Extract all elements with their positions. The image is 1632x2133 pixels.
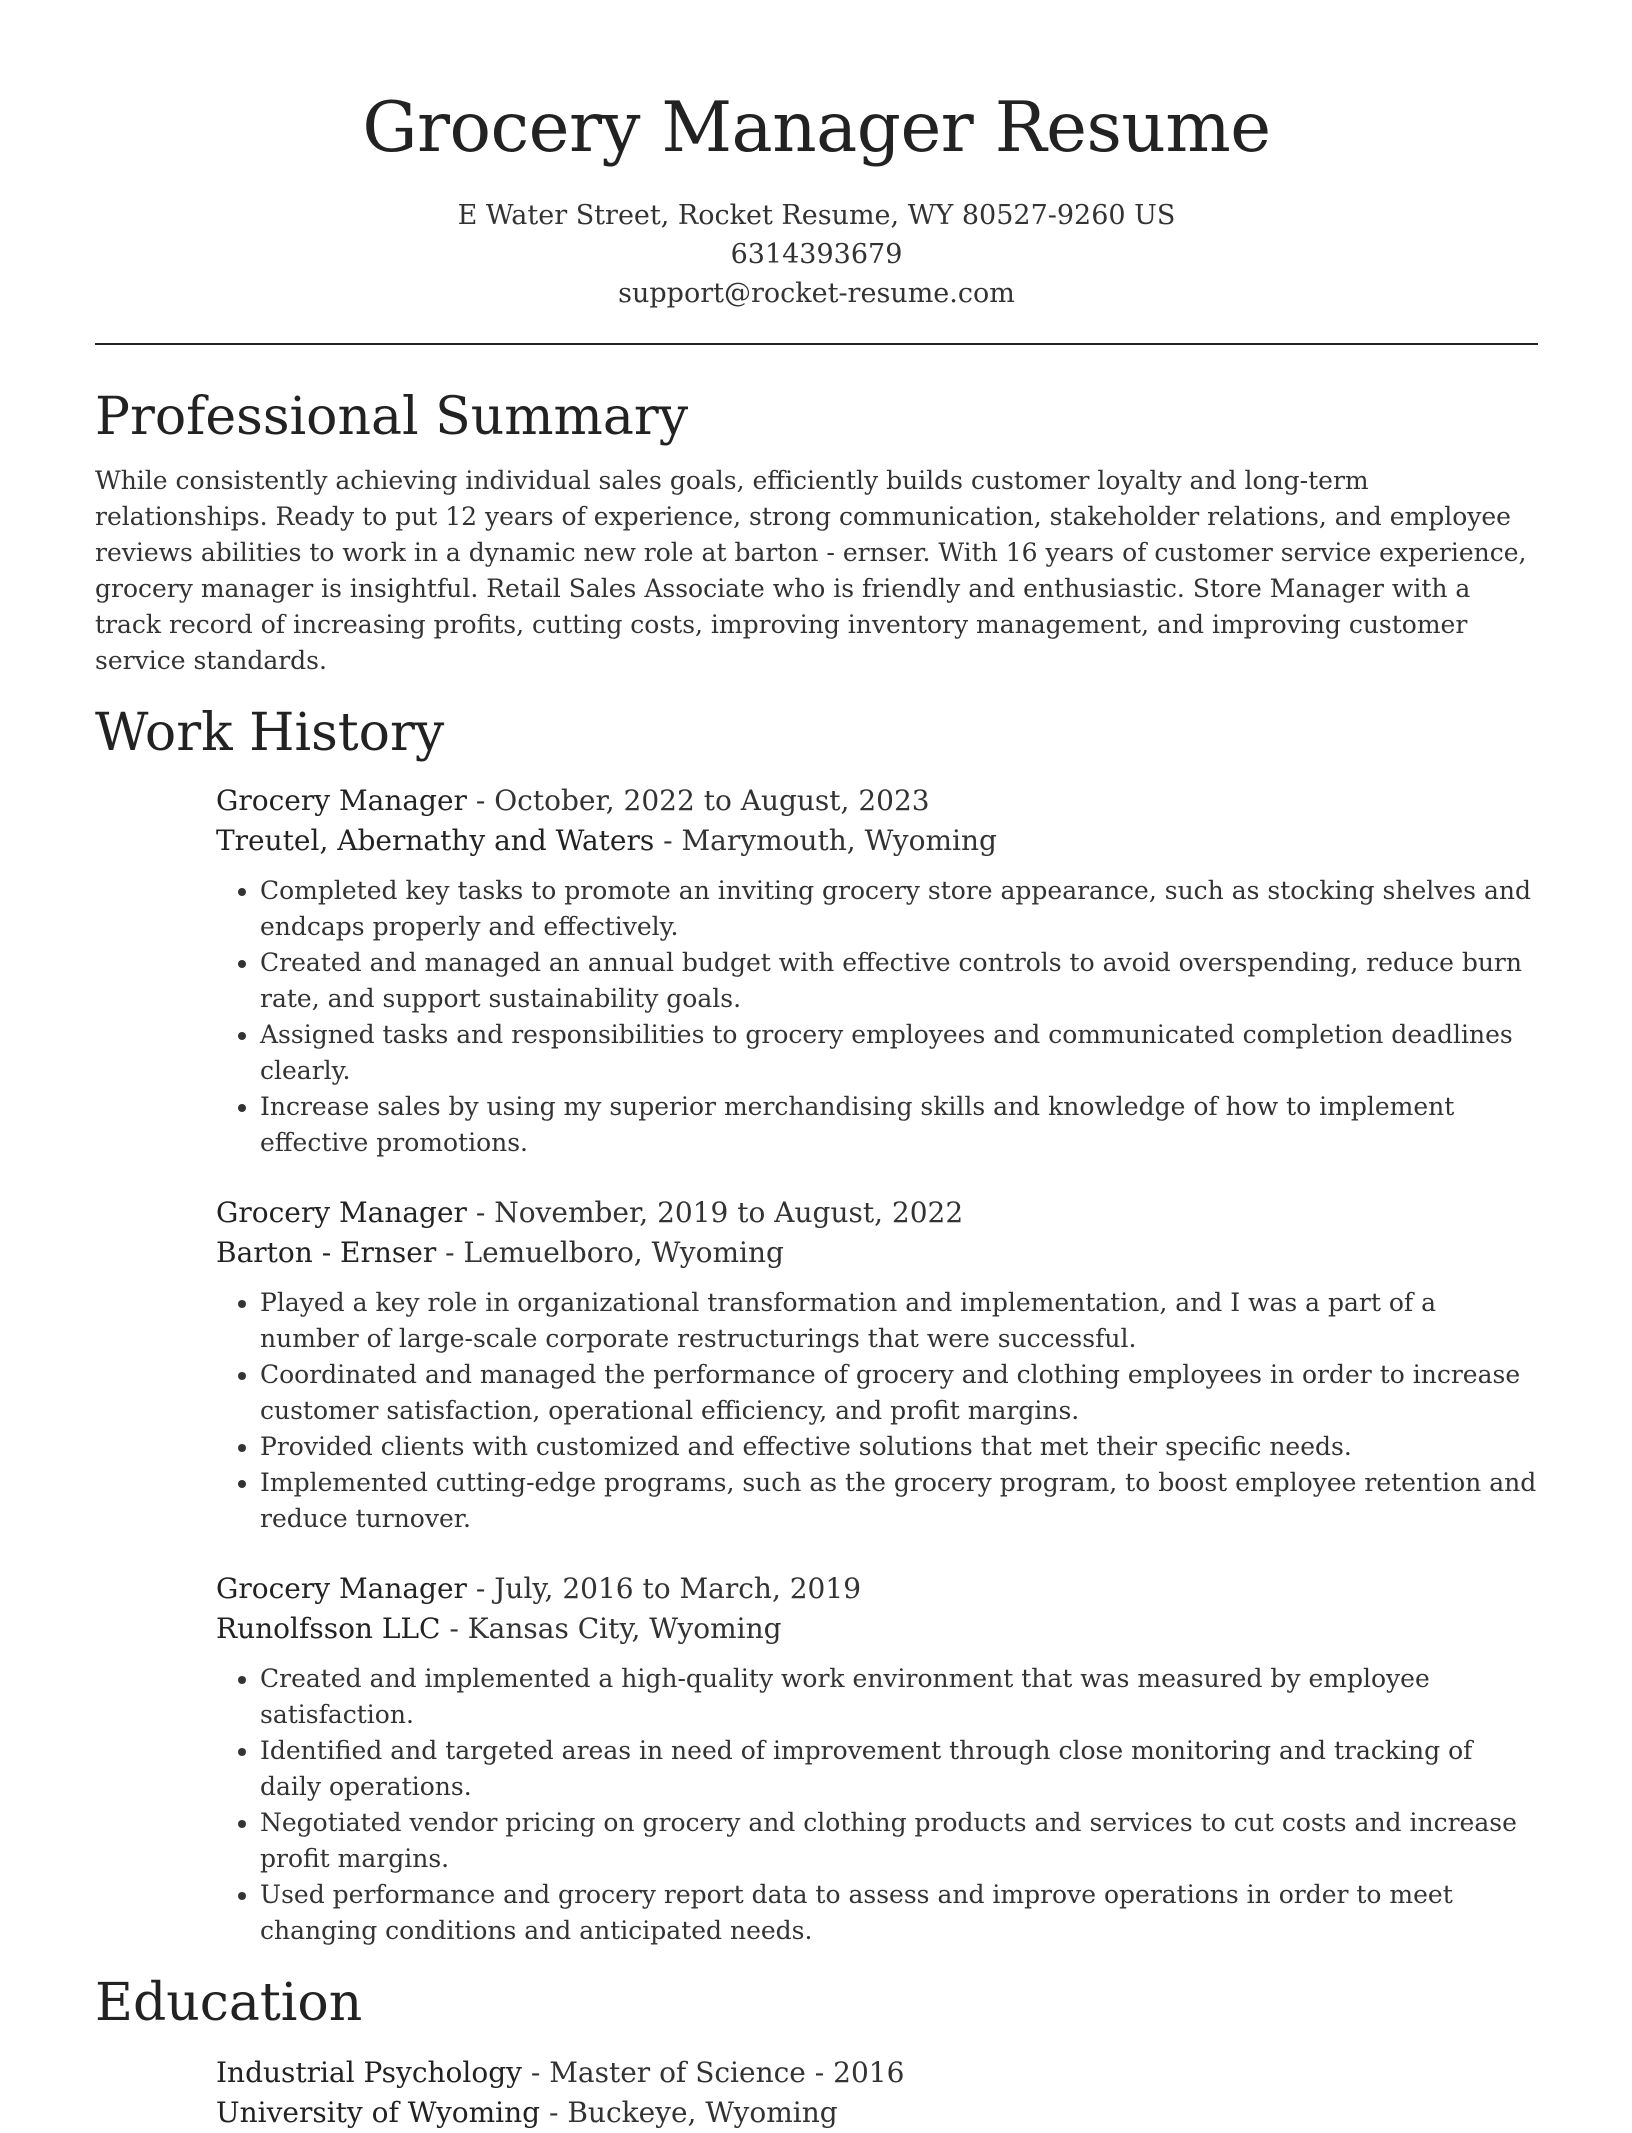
phone: 6314393679 — [730, 239, 903, 270]
job-role: Grocery Manager — [216, 1196, 467, 1229]
job-company: Barton - Ernser — [216, 1236, 437, 1269]
education-heading: Education — [95, 1973, 363, 2033]
job-bullet: • Used performance and grocery report data to assess and improve operations in order to meet changing conditions and anticipated needs. — [260, 1877, 1538, 1949]
job-title-line — [216, 781, 1538, 821]
job-title-line — [216, 1193, 1538, 1233]
job-entry — [216, 781, 1538, 1161]
resume-header — [95, 0, 1538, 313]
job-company-line — [216, 1609, 1538, 1649]
job-bullets — [216, 1661, 1538, 1949]
job-bullet: • Played a key role in organizational transformation and implementation, and I was a part of a number of large-scale corporate restructurings that were successful. — [260, 1285, 1538, 1357]
job-company-line — [216, 1233, 1538, 1273]
contact-info — [95, 196, 1538, 313]
job-bullet: • Created and managed an annual budget with effective controls to avoid overspending, reduce burn rate, and support sustainability goals. — [260, 945, 1538, 1017]
job-company: Treutel, Abernathy and Waters — [216, 824, 655, 857]
job-bullet: • Identified and targeted areas in need of improvement through close monitoring and tracking of daily operations. — [260, 1733, 1538, 1805]
job-bullet: • Negotiated vendor pricing on grocery and clothing products and services to cut costs and increase profit margins. — [260, 1805, 1538, 1877]
job-location: - Lemuelboro, Wyoming — [436, 1236, 784, 1269]
job-role: Grocery Manager — [216, 1572, 467, 1605]
header-divider — [95, 343, 1538, 345]
job-bullet: • Assigned tasks and responsibilities to grocery employees and communicated completion deadlines clearly. — [260, 1017, 1538, 1089]
job-bullet: • Implemented cutting-edge programs, such as the grocery program, to boost employee retention and reduce turnover. — [260, 1465, 1538, 1537]
education-location: - Buckeye, Wyoming — [540, 2096, 838, 2129]
education-entry — [216, 2053, 1538, 2133]
education-school-line — [216, 2093, 1538, 2133]
address: E Water Street, Rocket Resume, WY 80527-9260 US — [457, 200, 1176, 231]
job-bullets — [216, 873, 1538, 1161]
job-title-line — [216, 1569, 1538, 1609]
education-field: Industrial Psychology — [216, 2056, 522, 2089]
job-entry — [216, 1193, 1538, 1537]
summary-text: While consistently achieving individual sales goals, efficiently builds customer loyalty and long-term relationships. Ready to put 12 years of experience, strong communication, stakeholder relations, and employee reviews abilities to work in a dynamic new role at barton - ernser. With 16 years of customer service experience, grocery manager is insightful. Retail Sales Associate who is friendly and enthusiastic. Store Manager with a track record of increasing profits, cutting costs, improving inventory management, and improving customer service standards. — [95, 466, 1527, 675]
education-degree: - Master of Science - 2016 — [521, 2056, 905, 2089]
job-bullet: • Provided clients with customized and effective solutions that met their specific needs. — [260, 1429, 1538, 1465]
resume-title: Grocery Manager Resume — [362, 88, 1271, 168]
job-bullet: • Completed key tasks to promote an inviting grocery store appearance, such as stocking shelves and endcaps properly and effectively. — [260, 873, 1538, 945]
job-location: - Kansas City, Wyoming — [440, 1612, 782, 1645]
summary-heading: Professional Summary — [95, 387, 689, 447]
job-role: Grocery Manager — [216, 784, 467, 817]
job-company: Runolfsson LLC — [216, 1612, 441, 1645]
job-bullet: • Created and implemented a high-quality work environment that was measured by employee satisfaction. — [260, 1661, 1538, 1733]
job-company-line — [216, 821, 1538, 861]
email: support@rocket-resume.com — [618, 278, 1015, 309]
resume-page — [95, 0, 1538, 2133]
job-entry — [216, 1569, 1538, 1949]
job-dates: - November, 2019 to August, 2022 — [466, 1196, 964, 1229]
education-degree-line — [216, 2053, 1538, 2093]
job-bullet: • Coordinated and managed the performance of grocery and clothing employees in order to increase customer satisfaction, operational efficiency, and profit margins. — [260, 1357, 1538, 1429]
work-history-heading: Work History — [95, 703, 445, 763]
job-bullet: • Increase sales by using my superior merchandising skills and knowledge of how to implement effective promotions. — [260, 1089, 1538, 1161]
job-dates: - October, 2022 to August, 2023 — [466, 784, 930, 817]
education-school: University of Wyoming — [216, 2096, 541, 2129]
job-dates: - July, 2016 to March, 2019 — [466, 1572, 862, 1605]
job-bullets — [216, 1285, 1538, 1537]
job-location: - Marymouth, Wyoming — [654, 824, 997, 857]
